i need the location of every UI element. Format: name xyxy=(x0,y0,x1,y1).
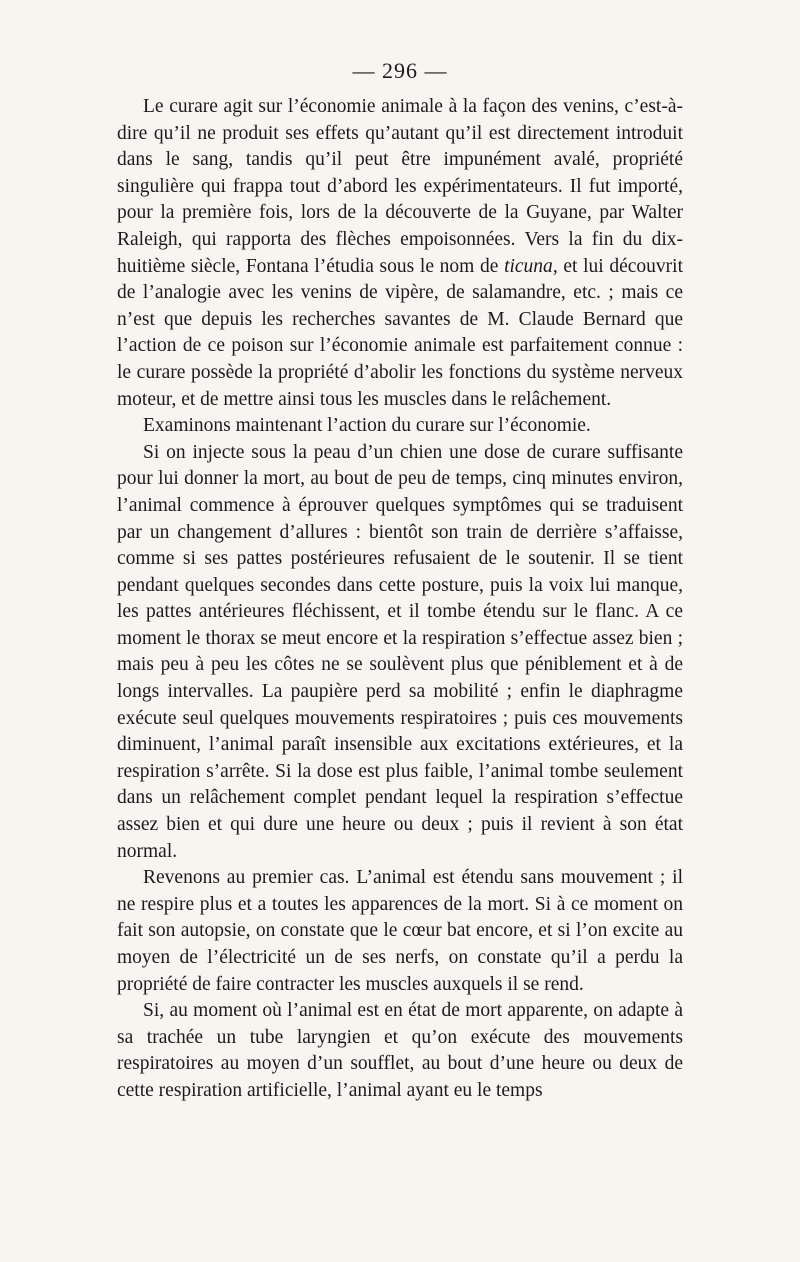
italic-term-ticuna: ticuna xyxy=(504,255,553,277)
paragraph-5: Si, au moment où l’animal est en état de mort apparente, on adapte à sa trachée un tube laryngien et qu’on exécute des mouvements respiratoires au moyen d’un soufflet, au bout d’une heure ou deux de cette respiration artificielle, l’animal ayant eu le temps xyxy=(117,1000,683,1101)
body-text xyxy=(117,94,683,1105)
book-page xyxy=(117,56,683,1105)
page-number: — 296 — xyxy=(352,58,448,83)
paragraph-1-part-1: Le curare agit sur l’économie animale à la façon des venins, c’est-à-dire qu’il ne produit ses effets qu’autant qu’il est directement introduit dans le sang, tandis qu’il peut être impunément avalé, propriété singulière qui frappa tout d’abord les expérimentateurs. Il fut importé, pour la première fois, lors de la découverte de la Guyane, par Walter Raleigh, qui rapporta des flèches empoisonnées. Vers la fin du dix-huitième siècle, Fontana l’étudia sous le nom de xyxy=(117,96,683,277)
paragraph-1-part-2: , et lui découvrit de l’analogie avec les venins de vipère, de salamandre, etc. ; mais ce n’est que depuis les recherches savantes de M. Claude Bernard que l’action de ce poison sur l’économie animale est parfaitement connue : le curare possède la propriété d’abolir les fonctions du système nerveux moteur, et de mettre ainsi tous les muscles dans le relâchement. xyxy=(117,255,683,410)
paragraph-1 xyxy=(117,94,683,413)
paragraph-3: Si on injecte sous la peau d’un chien une dose de curare suffisante pour lui donner la mort, au bout de peu de temps, cinq minutes environ, l’animal commence à éprouver quelques symptômes qui se traduisent par un changement d’allures : bientôt son train de derrière s’affaisse, comme si ses pattes postérieures refusaient de le soutenir. Il se tient pendant quelques secondes dans cette posture, puis la voix lui manque, les pattes antérieures fléchissent, et il tombe étendu sur le flanc. A ce moment le thorax se meut encore et la respiration s’effectue assez bien ; mais peu à peu les côtes ne se soulèvent plus que péniblement et à de longs intervalles. La paupière perd sa mobilité ; enfin le diaphragme exécute seul quelques mouvements respiratoires ; puis ces mouvements diminuent, l’animal paraît insensible aux excitations extérieures, et la respiration s’arrête. Si la dose est plus faible, l’animal tombe seulement dans un relâchement complet pendant lequel la respiration s’effectue assez bien et qui dure une heure ou deux ; puis il revient à son état normal. xyxy=(117,441,683,862)
paragraph-4: Revenons au premier cas. L’animal est étendu sans mouvement ; il ne respire plus et a toutes les apparences de la mort. Si à ce moment on fait son autopsie, on constate que le cœur bat encore, et si l’on excite au moyen de l’électricité un de ses nerfs, on constate qu’il a perdu la propriété de faire contracter les muscles auxquels il se rend. xyxy=(117,867,683,995)
paragraph-2: Examinons maintenant l’action du curare sur l’économie. xyxy=(143,415,591,437)
